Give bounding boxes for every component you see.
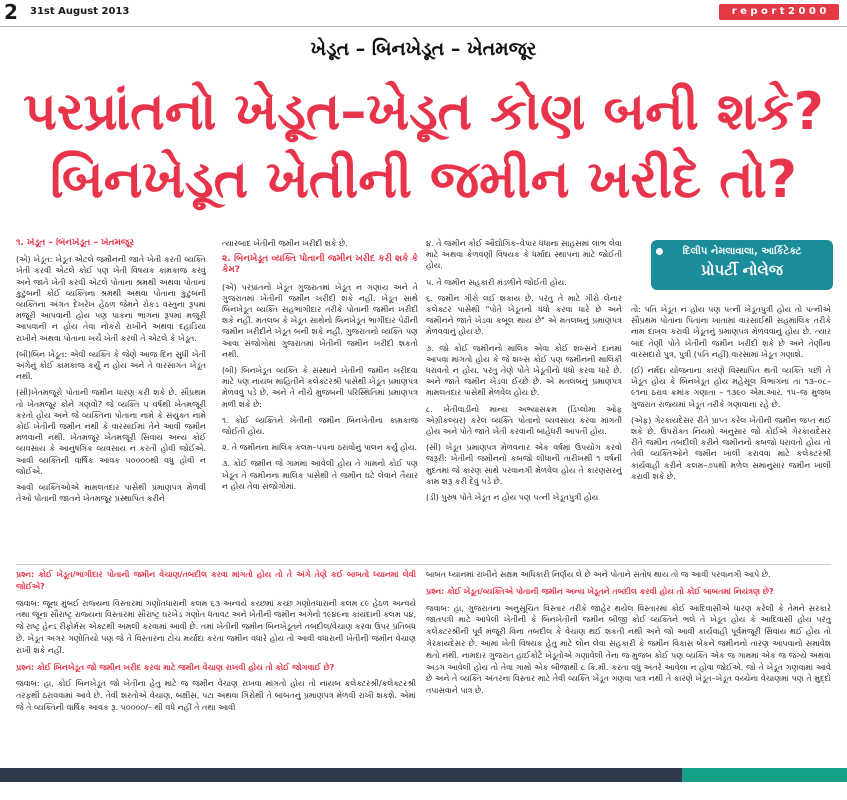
headline-line-1: પરપ્રાંતનો ખેડૂત–ખેડૂત કોણ બની શકે? (23, 82, 824, 142)
paragraph: (ઈ) નર્મદા યોજનાના કારણે વિસ્થાપિત થતી વ્યક્તિ પછી તે ખેડૂત હોય કે બિનખેડૂત હોય મહેસૂલ વિભાગના તા ૧૩–૦૮–૯૧ના ઠરાવ ક્રમાંક ગણાતા – ૧૩૯૦ એમ.આર. ૧૫–જ મુજબ ગુજરાત રાજ્યમાં ખેડૂત તરીકે ગણાવાના રહે છે. (631, 366, 831, 409)
page-header (0, 0, 847, 27)
qa-left (16, 569, 416, 764)
footer-bar (0, 768, 847, 782)
column-1 (16, 238, 206, 558)
question: પ્રશ્ન: કોઈ ખેડૂત/વ્યક્તિએ પોતાની જમીન અન્ય ખેડૂતને તબદીલ કરવી હોય તો કોઈ બાબતમાં નિયંત્રણ છે? (426, 586, 774, 596)
section-heading: ૧. ખેડૂત – બિનખેડૂત – ખેતમજૂર (16, 238, 134, 248)
publication-logo: r e p o r t 2 0 0 0 (719, 4, 839, 20)
column-4 (631, 304, 831, 566)
paragraph: (ડી) પુરુષ પોતે ખેડૂત ન હોય પણ પત્ની ખેડૂતપુત્રી હોય (426, 493, 599, 503)
section-heading: ૨. બિનખેડૂત વ્યક્તિ પોતાની જમીન ખરીદ કરી શકે કે કેમ? (222, 254, 418, 276)
column-2 (222, 238, 418, 558)
paragraph: ૮. ખેતીવાડીનો માન્ય અભ્યાસક્રમ (ડિપ્લોમા ઓફ એગ્રીકલ્ચર) કરેલ વ્યક્તિ પોતાનો વ્યવસાય કરવા માંગતી હોય અને પોતે જાતે ખેતી કરવાની બાંહેધરી આપતી હોય. (426, 404, 622, 437)
paragraph: ૩. કોઈ જમીન જે ગામમાં આવેલી હોય તે ગામનો કોઈ પણ ખેડૂત તે જમીનના માલિક પાસેથી તે જમીન ઘટે લેવાને તૈયાર ન હોય તેવા સંજોગોમાં. (222, 459, 418, 491)
paragraph: આવી વ્યક્તિઓએ મામલતદાર પાસેથી પ્રમાણપત્ર મેળવી તેઓ પોતાની જાતને ખેતમજૂર પ્રસ્થાપિત કરીને (16, 483, 206, 504)
headline-line-2: બિનખેડૂત ખેતીની જમીન ખરીદે તો? (50, 150, 797, 210)
paragraph: ૫. તે જમીન સહકારી મંડળીને જોઈતી હોય. (426, 277, 567, 287)
qa-right (426, 569, 831, 764)
paragraph: તો: પતિ ખેડૂત ન હોય પણ પત્ની ખેડૂતપુત્રી હોય તો પત્નીએ સૌપ્રથમ પોતાના પિતાના ખાતામાં વારસાઈથી સહમાલિક તરીકે નામ દાખલ કરાવી ખેડૂતનું પ્રમાણપત્ર મેળવવાનું હોય છે. ત્યાર બાદ તેણી પોતે ખેતીની જમીન ખરીદી શકે છે અને તેણીના વારસદારો પુત્ર, પુત્રી (પતિ નહીં) વારસામાં ખેડૂત ગણાશે. (631, 305, 831, 359)
kicker: ખેડૂત – બિનખેડૂત – ખેતમજૂર (310, 38, 537, 60)
paragraph: ૬. જમીન ગીરો લઈ શકાય છે. પરંતુ તે માટે ગીરો લેનાર કલેક્ટર પાસેથી "પોતે ખેડૂતનો ધંધો કરવા ધારે છે અને જમીનને જાતે ખેડવા કબૂલ થાય છે" એ મતલબનું પ્રમાણપત્ર મેળવવાનું હોય છે. (426, 293, 622, 337)
column-title: પ્રોપર્ટી નોલેજ (701, 261, 783, 279)
paragraph: ૪. તે જમીન કોઈ ઔદ્યોગિક–વેપાર ધંધાના સાહસમાં લાભ લેવા માટે અથવા કેળવણી વિષયક કે ધર્માદા સ્થાપના માટે જોઈતી હોય. (426, 239, 622, 271)
paragraph: (એફ) ગેરકાયદેસર રીતે પ્રાપ્ત કરેલ ખેતીની જમીન જપ્ત થઈ શકે છે. ઉપરોક્ત નિયમો અનુસાર જો કોઈએ ગેરકાયદેસર રીતે જમીન તબદીલી કરીને જમીનનો કબજો ધરાવતો હોય તો તેવી વ્યક્તિઓને જમીન ખાલી કરાવવા માટે કલેક્ટરશ્રી કાર્યવાહી કરીને કલમ–૭૫થી મળેલ સમાનુસાર જમીન ખાલી કરાવી શકે છે. (631, 415, 831, 481)
paragraph: બાબત ધ્યાનમાં રાખીને સક્ષમ અધિકારી નિર્ણય લે છે અને પોતાને સંતોષ થાય તો જ આવી પરવાનગી આપે છે. (426, 570, 771, 579)
paragraph: ૭. જો કોઈ જમીનનો માલિક એવા કોઈ શખ્સને દાનમાં આપવા માંગતો હોય કે જે શખ્સ કોઈ પણ જમીનની માલિકી ધરાવતો ન હોય. પરંતુ તેણે પોતે ખેડૂતીનો ધંધો કરવા ધારે છે. અને જાતે જમીન ખેડવા ઈચ્છે છે. એ મતલબનું પ્રમાણપત્ર મામલતદાર પાસેથી મેળવેલ હોય છે. (426, 343, 622, 398)
author-name: દિલીપ નેમલાવાલા, આર્કિટેક્ટ (682, 246, 802, 257)
answer: જવાબ: જૂના મુંબઈ રાજ્યના વિસ્તારમાં ગણોતધારાની કલમ ૬૩ અન્વયે કચ્છમાં કચ્છ ગણોતધારાની કલમ ૮૯ હેઠળ અન્વયે તથા જૂના સૌરાષ્ટ્ર રાજ્યના વિસ્તારમાં સૌરાષ્ટ્ર ઘરખેડ ગણોત ધતાવટ અને ખેતીની જમીન અંગેનો ૧૯૪૯ના કાયદાની કલમ ૫૪, જે રાષ્ટ્ર હેન્ડ રીફોર્મસ એક્ટથી અમલી કરવામાં આવી છે. તમાં ખેતીની જમીન બિનખેડૂતને તબદીલ/વેચાણ કરવા ઉપર પ્રતિબંધ છે. ખેડૂત અગર ગણોતિયો પણ જે તે વિસ્તારના ટોચ મર્યાદા કરતા જમીન વધારે હોય તો આવી વધારાની ખેતીની જમીન વેચાણ રાખી શકે નહીં. (16, 598, 416, 655)
paragraph: (એ) ખેડૂત: ખેડૂત એટલે જમીનની જાતે ખેતી કરતી વ્યક્તિ ખેતી કરવી એટલે કોઈ પણ ખેતી વિષયક કામકાજ કરવું અને જાતે ખેતી કરવી એટલે પોતાના શ્રમથી અથવા પોતાનાં કુટુંબની કોઈ વ્યક્તિના શ્રમથી અથવા પોતાના કુટુંબની વ્યક્તિના અંગત દેખરેખ હેઠળ જેમને રોકડ વસ્તુના રૂપમાં મજૂરી આપવાની હોય પણ પાકના ભાગના રૂપમાં મજૂરી આપવાની ન હોય તેવા નોકરો રાખીને અથવા દહાડિયા રાખીને અથવા પોતાના ખર્ચે ખેતી કરવી તે એટલે કે ખેડૂત. (16, 255, 206, 343)
paragraph: ત્યારબાદ ખેતીની જમીન ખરીદી શકે છે. (222, 239, 348, 248)
paragraph: ૨. તે જમીનના માલિક કલમ–૫૫ના ઠરાવોનું પાલન કર્યું હોય. (222, 443, 417, 453)
bullet-icon (656, 248, 663, 255)
divider (16, 564, 831, 565)
footer-accent (682, 768, 847, 782)
column-3 (426, 238, 622, 560)
question: પ્રશ્ન: કોઈ ખેડૂત/ભાગીદાર પોતાની જમીન વેચાણ/તબદીલ કરવા માંગતો હોય તો તે અંગે તેણે કઈ બાબતો ધ્યાનમાં લેવી જોઈએ? (16, 570, 416, 591)
paragraph: (સી) ખેડૂત પ્રમાણપત્ર મેળવનાર એક વર્ષમાં ઉપયોગ કરવો જરૂરી: ખેતીની જમીનનો કબજો લીધાની તારીખથી ૧ વર્ષની મુદતમાં જે કારણ સાથે પરવાનગી મેળવેલ હોય તે કારણસરનું કામ શરૂ કરી દેવું પડે છે. (426, 443, 622, 486)
paragraph: (બી) બિનખેડૂત વ્યક્તિ કે સંસ્થાને ખેતીની જમીન ખરીદવા માટે પણ નાયબ માહિતીને કલેક્ટરશ્રી પાસેથી ખેડૂત પ્રમાણપત્ર મેળવવું પડે છે. અને તે નીચે મુજબની પરિસ્થિતિમાં પ્રમાણપત્ર મળી શકે છે: (222, 366, 418, 409)
answer: જવાબ: હા, ગુજરાતના અનુસૂચિત વિસ્તાર તરીકે જાહેર થયેલ વિસ્તારમાં કોઈ આદિવાસીએ ધારણ કરેલી કે તેમને સરકારે જાતપત્રી માટે આપેલી ખેતીની કે બિનખેતીની જમીન બીજી કોઈ વ્યક્તિને ભલે તે ખેડૂત હોય કે આદિવાસી હોય પરંતુ કલેક્ટરશ્રીની પૂર્વ મંજૂરી વિના તબદીલ કે વેચાણ થઈ શકતી નથી અને જો આવી કાર્યવાહી પૂર્વમંજૂરી સિવાય થઈ હોય તો ગેરકાયદેસર છે. આમાં ખેતી વિષયક હેતુ માટે લોન લેવા સહકારી કે જમીન વિકાસ બેંકને જમીનનો તારણ આપવાનો સમાવેશ થતો નથી. નામદાર ગુજરાત હાઈકોર્ટે ખેડૂતોએ ગણાવેલી તેના જ મુજબ કોઈ પણ વ્યક્તિ એક જ ગામમાં એક જ જગ્યે અથવા અડગ આવેલી હોય તો તેવા ગામો એક બીજાથી ૮ કિ.મી. કરતા વધુ અંતરે આવેલા ન હોવા જોઈએ. જો તે ખેડૂત ગણવામાં આવે છે અને તે વ્યક્તિ અંતરના વિસ્તાર માટે તેવી વ્યક્તિ ખેડૂત ગણવા પાત્ર નથી તે કારણે ખેડૂત–ખેડૂત વચ્ચેના વેચાણમાં પણ તે મુદ્દો તપાસવાને પાત્ર છે. (426, 603, 831, 696)
answer: જવાબ: હા, કોઈ બિનખેડૂત જો ખેતીના હેતુ માટે જ જમીન વેચાણ રાખવા માંગતો હોય તો નાયબ કલેક્ટરશ્રી/કલેક્ટરશ્રી તરફથી ઠરાવવામાં આવે છે. તેવી શરતોએ વેચાણ, બક્ષીસ, પટા અથવા ગિરોથી તે બાબતનું પ્રમાણપત્ર મેળવી રાખી શકશે. એમાં જે તે વ્યક્તિની વાર્ષિક આવક રૂ. ૫૦૦૦૦/– થી વધે નહીં તે તથા આવી (16, 679, 416, 712)
page-number: 2 (4, 0, 18, 24)
paragraph: ૧. કોઈ વ્યક્તિને ખેતીની જમીન બિનખેતીના કામકાજ જોઈતી હોય. (222, 415, 418, 437)
paragraph: (સી)ખેતમજૂરો પોતાની જમીન ધારણ કરી શકે છે. સૌપ્રથમ તો ખેતમજૂર કોને ગણવો? જે વ્યક્તિ ૫ વર્ષથી ખેતમજૂરી કરતો હોય અને જે વ્યક્તિના પોતાના નામે કે સંયુક્ત નામે કોઈ ખેતીની જમીન નથી કે વારસાઈમાં તેને આવી જમીન મળવાની નથી. ખેતમજૂર ખેતમજૂરી સિવાય અન્ય કોઈ વ્યવસાય કે આનુષંગિક વ્યવસાય ન કરતી હોવી જોઈએ. આવી વ્યક્તિની વાર્ષિક આવક ૫૦૦૦૦થી વધુ હોવી ન જોઈએ. (16, 388, 206, 476)
question: પ્રશ્ન: કોઈ બિનખેડૂત જો જમીન ખરીદ કરવા માટે જમીન વેચાણ રાખવી હોય તો કોઈ જોગવાઈ છે? (16, 662, 335, 672)
paragraph: (બી)બિન ખેડૂત: એવી વ્યક્તિ કે જેણે આજ દિન સુધી ખેતી અંગેનું કોઈ કામકાજ કર્યું ન હોય અને તે વારસાગત ખેડૂત નથી. (16, 349, 206, 382)
author-box (651, 240, 833, 290)
paragraph: (એ) પરપ્રાંતનો ખેડૂત ગુજરાતમાં ખેડૂત ન ગણાય અને તે ગુજરાતમાં ખેતીની જમીન ખરીદી શકે નહીં. ખેડૂત સાથે બિનખેડૂત વ્યક્તિ સહભાગીદાર તરીકે પોતાની જમીન ખરીદી શકે નહીં. મતલબ કે ખેડૂત સાથેનો બિનખેડૂત ભાગીદાર પેઢીની જમીન ખરીદીને ખેડૂત બની શકે નહીં. ગુજરાતનો વ્યક્તિ પણ આવા સંજોગોમાં ગુજરાતમાં ખેતીની જમીન ખરીદી શકતો નથી. (222, 282, 418, 359)
issue-date: 31st August 2013 (30, 6, 130, 17)
